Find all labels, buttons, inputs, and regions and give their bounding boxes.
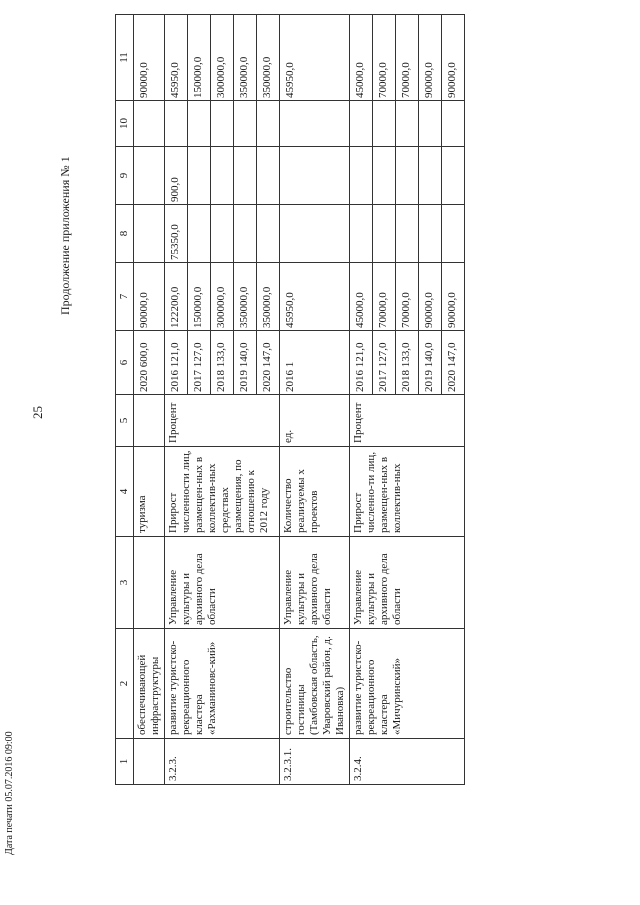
- table-row: [280, 15, 350, 785]
- cell-c1: 3.2.3.: [165, 739, 280, 785]
- amount: 75350,0: [165, 205, 188, 262]
- indicator-value: 121,0: [354, 342, 366, 368]
- header-cell: 6: [116, 331, 134, 395]
- cell-c7: [350, 263, 465, 331]
- appendix-title: Продолжение приложения № 1: [58, 156, 72, 315]
- cell-c11: [280, 15, 350, 101]
- year: 2017: [192, 370, 204, 392]
- amount: [419, 147, 442, 204]
- cell-c7: [165, 263, 280, 331]
- amount: [211, 205, 234, 262]
- indicator-value: 140,0: [238, 342, 250, 368]
- amount: 70000,0: [396, 15, 419, 100]
- header-cell: 8: [116, 205, 134, 263]
- cell-c2: развитие туристско-рекреационного кластера «Рахманиновс-кий»: [165, 629, 280, 739]
- year: 2017: [377, 370, 389, 392]
- cell-c5: Процент: [165, 395, 280, 447]
- indicator-value: 147,0: [446, 342, 458, 368]
- amount: 150000,0: [188, 263, 211, 330]
- cell-c6: [134, 331, 165, 395]
- year-value-line: [211, 331, 234, 394]
- cell-c2: обеспечивающей инфраструктуры: [134, 629, 165, 739]
- cell-c4: туризма: [134, 447, 165, 537]
- cell-c4: Прирост численно-ти лиц, размещен-ных в коллектив-ных: [350, 447, 465, 537]
- amount: 350000,0: [234, 15, 257, 100]
- cell-c5: Процент: [350, 395, 465, 447]
- amount: 300000,0: [211, 15, 234, 100]
- year-value-line: [419, 331, 442, 394]
- amount: 45950,0: [284, 62, 296, 98]
- indicator-value: 121,0: [169, 342, 181, 368]
- cell-c8: [165, 205, 280, 263]
- amount: 45950,0: [165, 15, 188, 100]
- year-value-line: [373, 331, 396, 394]
- year: 2016: [284, 370, 296, 392]
- cell-c11: [350, 15, 465, 101]
- amount: 300000,0: [211, 263, 234, 330]
- cell-c9: [134, 147, 165, 205]
- year: 2018: [215, 370, 227, 392]
- indicator-value: 1: [284, 361, 296, 368]
- amount: [280, 147, 302, 204]
- indicator-value: 140,0: [423, 342, 435, 368]
- year: 2019: [423, 370, 435, 392]
- amount: [442, 205, 464, 262]
- amount: [396, 101, 419, 146]
- cell-c6: [280, 331, 350, 395]
- cell-c7: [280, 263, 350, 331]
- year: 2016: [169, 370, 181, 392]
- amount: 90000,0: [419, 15, 442, 100]
- amount: 90000,0: [419, 263, 442, 330]
- amount: [396, 147, 419, 204]
- amount: [373, 101, 396, 146]
- amount: 45000,0: [350, 263, 373, 330]
- page-number: 25: [30, 406, 45, 419]
- indicator-value: 600,0: [138, 342, 150, 368]
- year-value-line: [442, 331, 464, 394]
- indicator-value: 127,0: [377, 342, 389, 368]
- amount: [350, 101, 373, 146]
- header-row: [116, 15, 134, 785]
- header-cell: 4: [116, 447, 134, 537]
- amount: [280, 205, 302, 262]
- amount: [188, 101, 211, 146]
- amount: 70000,0: [373, 263, 396, 330]
- year-value-line: [280, 331, 302, 394]
- cell-c10: [134, 101, 165, 147]
- cell-c5: [134, 395, 165, 447]
- cell-c7: [134, 263, 165, 331]
- table-row: [134, 15, 165, 785]
- cell-c3: Управление культуры и архивного дела области: [350, 537, 465, 629]
- year-value-line: [134, 331, 156, 394]
- header-cell: 3: [116, 537, 134, 629]
- cell-c5: ед.: [280, 395, 350, 447]
- cell-c4: Прирост численности лиц, размещен-ных в коллектив-ных средствах размещения, по отношению к 2012 году: [165, 447, 280, 537]
- cell-c6: [165, 331, 280, 395]
- amount: 90000,0: [446, 292, 458, 328]
- cell-c10: [350, 101, 465, 147]
- amount: [211, 101, 234, 146]
- cell-c2: развитие туристско-рекреационного кластера «Мичуринский»: [350, 629, 465, 739]
- cell-c9: [280, 147, 350, 205]
- cell-c8: [134, 205, 165, 263]
- cell-c9: [165, 147, 280, 205]
- print-date: Дата печати 05.07.2016 09:00: [4, 731, 15, 855]
- amount: 122200,0: [165, 263, 188, 330]
- amount: [134, 147, 156, 204]
- amount: [257, 101, 279, 146]
- amount: 45000,0: [350, 15, 373, 100]
- cell-c1: 3.2.4.: [350, 739, 465, 785]
- cell-c11: [165, 15, 280, 101]
- amount: [257, 147, 279, 204]
- year: 2019: [238, 370, 250, 392]
- amount: [396, 205, 419, 262]
- amount: [350, 205, 373, 262]
- amount: 350000,0: [261, 56, 273, 98]
- amount: [373, 205, 396, 262]
- cell-c3: [134, 537, 165, 629]
- amount: [280, 101, 302, 146]
- amount: [165, 101, 188, 146]
- year: 2020: [138, 370, 150, 392]
- header-cell: 10: [116, 101, 134, 147]
- cell-c6: [350, 331, 465, 395]
- amount: 900,0: [165, 147, 188, 204]
- year-value-line: [165, 331, 188, 394]
- year-value-line: [396, 331, 419, 394]
- table-row: [165, 15, 280, 785]
- amount: [419, 205, 442, 262]
- indicator-value: 127,0: [192, 342, 204, 368]
- amount: [134, 101, 156, 146]
- indicator-value: 147,0: [261, 342, 273, 368]
- cell-c10: [280, 101, 350, 147]
- header-cell: 5: [116, 395, 134, 447]
- amount: [234, 101, 257, 146]
- cell-c2: строительство гостиницы (Тамбовская область, Уваровский район, д. Ивановка): [280, 629, 350, 739]
- header-cell: 7: [116, 263, 134, 331]
- amount: [442, 147, 464, 204]
- amount: 90000,0: [138, 292, 150, 328]
- year: 2016: [354, 370, 366, 392]
- cell-c3: Управление культуры и архивного дела области: [165, 537, 280, 629]
- amount: [419, 101, 442, 146]
- amount: [234, 205, 257, 262]
- header-cell: 11: [116, 15, 134, 101]
- year: 2020: [261, 370, 273, 392]
- amount: [257, 205, 279, 262]
- header-cell: 1: [116, 739, 134, 785]
- amount: 70000,0: [373, 15, 396, 100]
- cell-c8: [280, 205, 350, 263]
- cell-c4: Количество реализуемы х проектов: [280, 447, 350, 537]
- year: 2018: [400, 370, 412, 392]
- header-cell: 9: [116, 147, 134, 205]
- table-row: [350, 15, 465, 785]
- amount: [134, 205, 156, 262]
- amount: 350000,0: [234, 263, 257, 330]
- amount: [350, 147, 373, 204]
- program-table: [115, 14, 465, 785]
- cell-c10: [165, 101, 280, 147]
- amount: [211, 147, 234, 204]
- amount: [188, 205, 211, 262]
- amount: 150000,0: [188, 15, 211, 100]
- amount: 90000,0: [446, 62, 458, 98]
- year-value-line: [188, 331, 211, 394]
- amount: [188, 147, 211, 204]
- header-cell: 2: [116, 629, 134, 739]
- amount: 45950,0: [284, 292, 296, 328]
- cell-c11: [134, 15, 165, 101]
- indicator-value: 133,0: [215, 342, 227, 368]
- cell-c1: 3.2.3.1.: [280, 739, 350, 785]
- amount: [442, 101, 464, 146]
- table-body: [134, 15, 465, 785]
- amount: 90000,0: [138, 62, 150, 98]
- year-value-line: [350, 331, 373, 394]
- cell-c8: [350, 205, 465, 263]
- year-value-line: [234, 331, 257, 394]
- cell-c3: Управление культуры и архивного дела области: [280, 537, 350, 629]
- amount: [234, 147, 257, 204]
- amount: 350000,0: [261, 286, 273, 328]
- cell-c9: [350, 147, 465, 205]
- cell-c1: [134, 739, 165, 785]
- indicator-value: 133,0: [400, 342, 412, 368]
- year: 2020: [446, 370, 458, 392]
- amount: 70000,0: [396, 263, 419, 330]
- amount: [373, 147, 396, 204]
- year-value-line: [257, 331, 279, 394]
